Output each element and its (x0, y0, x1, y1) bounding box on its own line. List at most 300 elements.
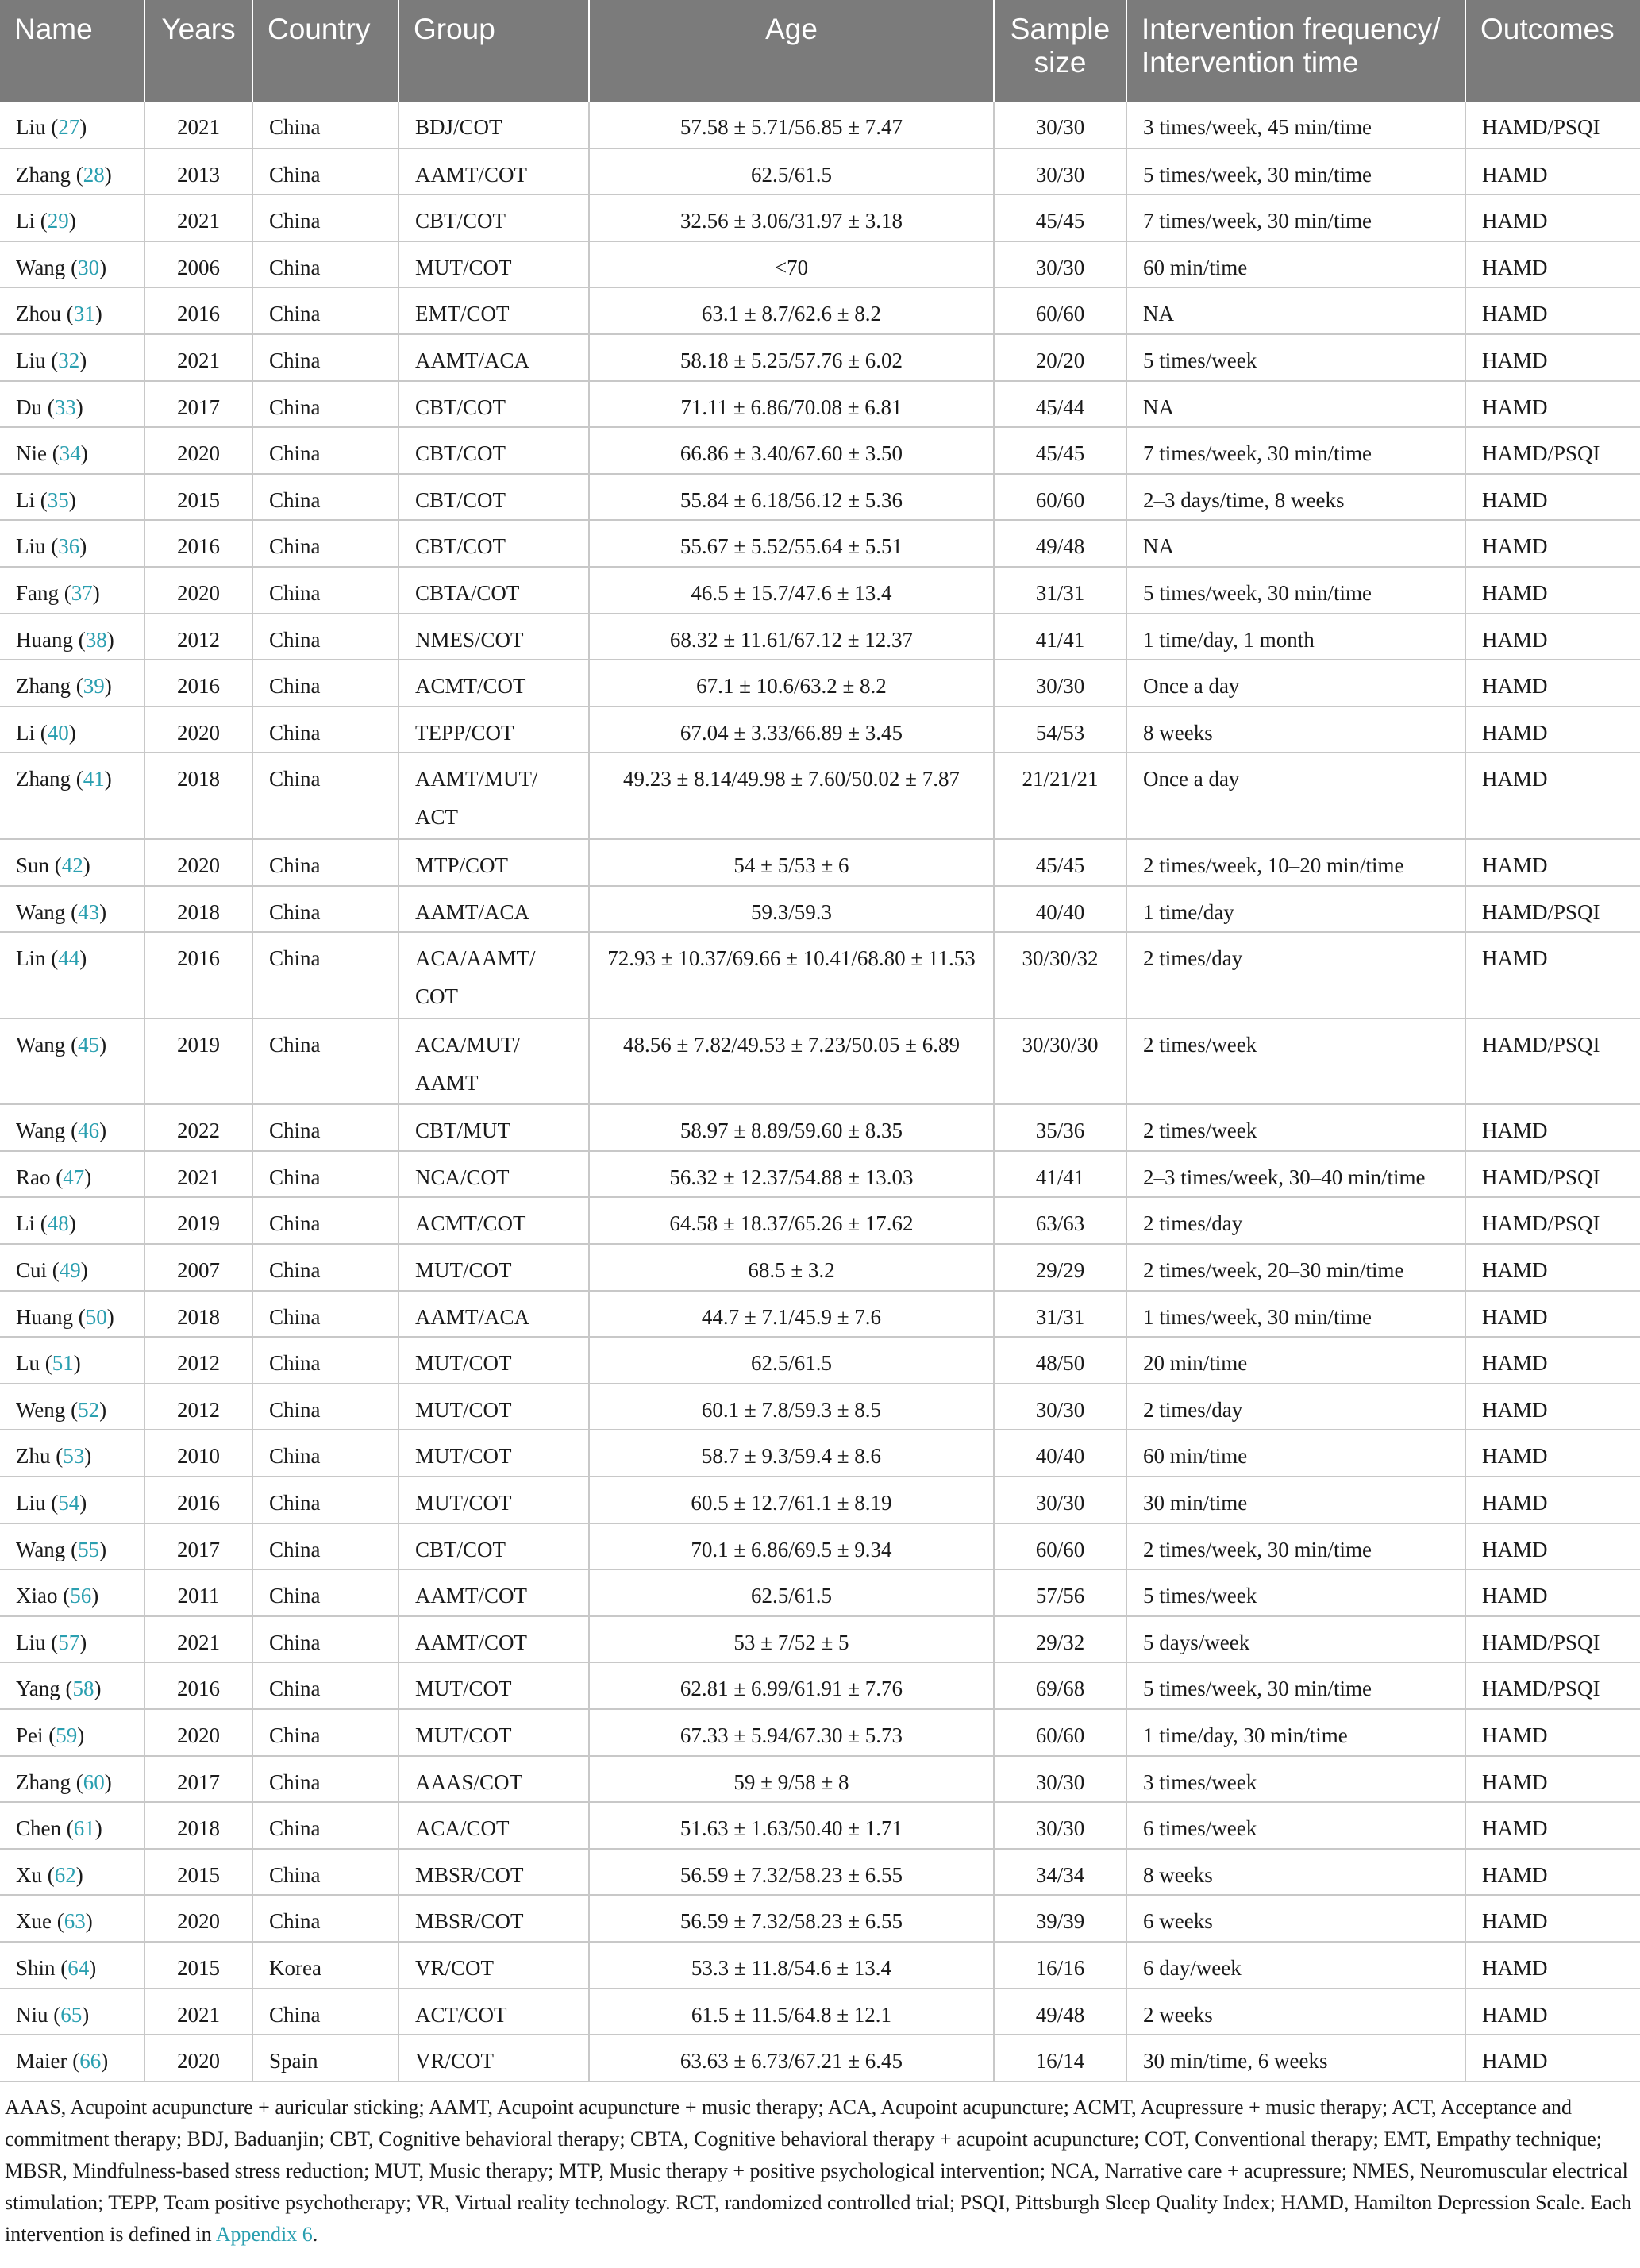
author-name: Liu (16, 1630, 46, 1654)
cell-group: AAAS/COT (398, 1756, 589, 1803)
cell-intervention: 3 times/week (1126, 1756, 1465, 1803)
cell-country: China (252, 839, 398, 886)
cell-outcomes: HAMD (1465, 1709, 1640, 1756)
cell-sample-size: 63/63 (994, 1197, 1126, 1244)
reference-link[interactable]: 40 (47, 720, 69, 745)
cell-country: China (252, 1523, 398, 1570)
cell-age: 55.67 ± 5.52/55.64 ± 5.51 (589, 520, 994, 567)
cell-country: China (252, 1989, 398, 2035)
cell-age: 57.58 ± 5.71/56.85 ± 7.47 (589, 102, 994, 148)
cell-name: Niu (65) (0, 1989, 144, 2035)
cell-intervention: 3 times/week, 45 min/time (1126, 102, 1465, 148)
appendix-link[interactable]: Appendix 6 (215, 2222, 313, 2246)
reference-link[interactable]: 60 (83, 1769, 105, 1794)
author-name: Zhang (16, 767, 71, 791)
cell-country: China (252, 427, 398, 474)
cell-group: AAMT/COT (398, 1616, 589, 1663)
reference-link[interactable]: 65 (60, 2002, 83, 2027)
cell-year: 2021 (144, 102, 252, 148)
cell-outcomes: HAMD/PSQI (1465, 1197, 1640, 1244)
cell-country: China (252, 614, 398, 660)
cell-age: 62.5/61.5 (589, 1337, 994, 1384)
cell-age: 59 ± 9/58 ± 8 (589, 1756, 994, 1803)
cell-name: Li (35) (0, 474, 144, 521)
cell-outcomes: HAMD (1465, 287, 1640, 334)
cell-year: 2011 (144, 1569, 252, 1616)
cell-name: Huang (38) (0, 614, 144, 660)
cell-age: 56.32 ± 12.37/54.88 ± 13.03 (589, 1151, 994, 1198)
author-name: Rao (16, 1165, 51, 1189)
author-name: Lin (16, 946, 46, 971)
cell-group: BDJ/COT (398, 102, 589, 148)
cell-sample-size: 16/14 (994, 2035, 1126, 2081)
table-row (0, 1384, 1640, 1430)
reference-link[interactable]: 31 (73, 302, 95, 326)
author-name: Pei (16, 1723, 44, 1747)
cell-country: China (252, 287, 398, 334)
reference-link[interactable]: 52 (78, 1397, 100, 1422)
cell-sample-size: 45/45 (994, 194, 1126, 241)
cell-age: 51.63 ± 1.63/50.40 ± 1.71 (589, 1802, 994, 1849)
cell-sample-size: 60/60 (994, 474, 1126, 521)
table-row (0, 520, 1640, 567)
cell-sample-size: 45/44 (994, 381, 1126, 428)
header-intervention: Intervention frequency/ Intervention time (1126, 0, 1465, 102)
table-row (0, 334, 1640, 381)
cell-country: China (252, 1151, 398, 1198)
reference-link[interactable]: 57 (58, 1630, 80, 1654)
cell-age: 60.1 ± 7.8/59.3 ± 8.5 (589, 1384, 994, 1430)
cell-year: 2021 (144, 1989, 252, 2035)
table-row (0, 102, 1640, 148)
cell-country: China (252, 334, 398, 381)
reference-link[interactable]: 63 (64, 1909, 86, 1934)
cell-age: 63.1 ± 8.7/62.6 ± 8.2 (589, 287, 994, 334)
author-name: Huang (16, 627, 73, 652)
cell-sample-size: 69/68 (994, 1662, 1126, 1709)
table-row (0, 660, 1640, 707)
cell-country: China (252, 1104, 398, 1151)
cell-group: AAMT/ACA (398, 334, 589, 381)
cell-age: 63.63 ± 6.73/67.21 ± 6.45 (589, 2035, 994, 2081)
reference-link[interactable]: 59 (56, 1723, 78, 1747)
table-row (0, 381, 1640, 428)
cell-intervention: 2 times/week, 10–20 min/time (1126, 839, 1465, 886)
table-row (0, 194, 1640, 241)
author-name: Du (16, 395, 42, 419)
cell-country: China (252, 1337, 398, 1384)
cell-sample-size: 41/41 (994, 1151, 1126, 1198)
reference-link[interactable]: 51 (52, 1351, 74, 1376)
cell-country: Korea (252, 1942, 398, 1989)
cell-country: China (252, 381, 398, 428)
cell-year: 2018 (144, 1291, 252, 1338)
table-row (0, 1989, 1640, 2035)
reference-link[interactable]: 32 (58, 348, 80, 372)
reference-link[interactable]: 53 (63, 1444, 85, 1469)
cell-intervention: Once a day (1126, 660, 1465, 707)
cell-sample-size: 30/30 (994, 1384, 1126, 1430)
cell-name: Liu (54) (0, 1477, 144, 1523)
cell-year: 2016 (144, 932, 252, 1018)
cell-outcomes: HAMD (1465, 520, 1640, 567)
reference-link[interactable]: 30 (78, 255, 100, 279)
cell-name: Pei (59) (0, 1709, 144, 1756)
cell-name: Xue (63) (0, 1895, 144, 1942)
reference-link[interactable]: 48 (47, 1211, 69, 1236)
cell-age: 62.5/61.5 (589, 1569, 994, 1616)
cell-intervention: 2–3 days/time, 8 weeks (1126, 474, 1465, 521)
cell-group: MUT/COT (398, 1430, 589, 1477)
author-name: Nie (16, 441, 47, 466)
cell-outcomes: HAMD (1465, 567, 1640, 614)
cell-name: Du (33) (0, 381, 144, 428)
author-name: Wang (16, 255, 66, 279)
cell-country: China (252, 567, 398, 614)
cell-intervention: 5 times/week, 30 min/time (1126, 1662, 1465, 1709)
cell-name: Chen (61) (0, 1802, 144, 1849)
reference-link[interactable]: 27 (58, 115, 80, 139)
cell-group: NMES/COT (398, 614, 589, 660)
table-row (0, 932, 1640, 1018)
table-row (0, 474, 1640, 521)
cell-name: Cui (49) (0, 1244, 144, 1291)
cell-age: 71.11 ± 6.86/70.08 ± 6.81 (589, 381, 994, 428)
table-row (0, 1151, 1640, 1198)
reference-link[interactable]: 35 (47, 487, 69, 512)
cell-sample-size: 30/30 (994, 1477, 1126, 1523)
table-footnote (0, 2082, 1640, 2251)
table-row (0, 287, 1640, 334)
header-age: Age (589, 0, 994, 102)
cell-sample-size: 30/30 (994, 102, 1126, 148)
cell-country: China (252, 1197, 398, 1244)
cell-age: 61.5 ± 11.5/64.8 ± 12.1 (589, 1989, 994, 2035)
reference-link[interactable]: 42 (61, 853, 83, 877)
cell-age: 67.33 ± 5.94/67.30 ± 5.73 (589, 1709, 994, 1756)
reference-link[interactable]: 46 (78, 1119, 100, 1143)
cell-country: China (252, 1756, 398, 1803)
table-row (0, 886, 1640, 933)
author-name: Lu (16, 1351, 40, 1376)
cell-outcomes: HAMD (1465, 1430, 1640, 1477)
cell-outcomes: HAMD (1465, 1895, 1640, 1942)
table-row (0, 1802, 1640, 1849)
reference-link[interactable]: 39 (83, 674, 105, 699)
cell-group: ACMT/COT (398, 1197, 589, 1244)
cell-age: 56.59 ± 7.32/58.23 ± 6.55 (589, 1895, 994, 1942)
cell-country: China (252, 753, 398, 839)
cell-year: 2021 (144, 1151, 252, 1198)
cell-outcomes: HAMD (1465, 1244, 1640, 1291)
author-name: Wang (16, 1119, 66, 1143)
cell-country: China (252, 520, 398, 567)
cell-year: 2020 (144, 707, 252, 753)
reference-link[interactable]: 45 (78, 1032, 100, 1057)
reference-link[interactable]: 38 (85, 627, 107, 652)
author-name: Li (16, 1211, 35, 1236)
cell-outcomes: HAMD (1465, 1802, 1640, 1849)
cell-year: 2015 (144, 1849, 252, 1896)
author-name: Weng (16, 1397, 66, 1422)
cell-year: 2020 (144, 2035, 252, 2081)
cell-name: Liu (36) (0, 520, 144, 567)
table-row (0, 148, 1640, 195)
cell-sample-size: 40/40 (994, 886, 1126, 933)
cell-group: MUT/COT (398, 1244, 589, 1291)
header-sample-size: Sample size (994, 0, 1126, 102)
author-name: Huang (16, 1304, 73, 1329)
table-row (0, 567, 1640, 614)
cell-name: Fang (37) (0, 567, 144, 614)
cell-name: Li (40) (0, 707, 144, 753)
cell-intervention: NA (1126, 520, 1465, 567)
cell-intervention: 6 weeks (1126, 1895, 1465, 1942)
table-row (0, 1942, 1640, 1989)
cell-sample-size: 31/31 (994, 1291, 1126, 1338)
cell-sample-size: 49/48 (994, 1989, 1126, 2035)
reference-link[interactable]: 36 (58, 534, 80, 559)
cell-age: 58.18 ± 5.25/57.76 ± 6.02 (589, 334, 994, 381)
cell-year: 2022 (144, 1104, 252, 1151)
cell-name: Shin (64) (0, 1942, 144, 1989)
cell-age: 53 ± 7/52 ± 5 (589, 1616, 994, 1663)
cell-intervention: 60 min/time (1126, 1430, 1465, 1477)
table-row (0, 427, 1640, 474)
cell-age: 58.97 ± 8.89/59.60 ± 8.35 (589, 1104, 994, 1151)
table-row (0, 614, 1640, 660)
cell-age: 58.7 ± 9.3/59.4 ± 8.6 (589, 1430, 994, 1477)
reference-link[interactable]: 56 (70, 1584, 92, 1608)
cell-outcomes: HAMD (1465, 660, 1640, 707)
cell-year: 2017 (144, 1756, 252, 1803)
cell-outcomes: HAMD (1465, 1337, 1640, 1384)
author-name: Maier (16, 2049, 67, 2074)
cell-sample-size: 30/30 (994, 1802, 1126, 1849)
cell-name: Zhang (60) (0, 1756, 144, 1803)
cell-group: MUT/COT (398, 1709, 589, 1756)
cell-sample-size: 30/30 (994, 241, 1126, 288)
cell-country: China (252, 707, 398, 753)
header-outcomes: Outcomes (1465, 0, 1640, 102)
cell-year: 2015 (144, 1942, 252, 1989)
author-name: Liu (16, 348, 46, 372)
reference-link[interactable]: 29 (47, 209, 69, 233)
cell-sample-size: 40/40 (994, 1430, 1126, 1477)
cell-sample-size: 60/60 (994, 1523, 1126, 1570)
table-body (0, 102, 1640, 2081)
table-row (0, 1018, 1640, 1105)
cell-name: Lin (44) (0, 932, 144, 1018)
cell-intervention: 7 times/week, 30 min/time (1126, 427, 1465, 474)
cell-name: Liu (27) (0, 102, 144, 148)
cell-name: Wang (55) (0, 1523, 144, 1570)
cell-group: ACT/COT (398, 1989, 589, 2035)
reference-link[interactable]: 54 (58, 1491, 80, 1515)
cell-intervention: 2 times/week, 20–30 min/time (1126, 1244, 1465, 1291)
reference-link[interactable]: 34 (59, 441, 81, 466)
cell-outcomes: HAMD (1465, 839, 1640, 886)
cell-country: China (252, 1018, 398, 1105)
cell-sample-size: 31/31 (994, 567, 1126, 614)
cell-year: 2018 (144, 886, 252, 933)
cell-outcomes: HAMD (1465, 614, 1640, 660)
author-name: Fang (16, 580, 59, 605)
cell-intervention: 2 weeks (1126, 1989, 1465, 2035)
cell-year: 2016 (144, 660, 252, 707)
header-country: Country (252, 0, 398, 102)
reference-link[interactable]: 50 (85, 1304, 107, 1329)
reference-link[interactable]: 49 (59, 1258, 81, 1283)
cell-country: China (252, 194, 398, 241)
cell-intervention: 6 day/week (1126, 1942, 1465, 1989)
reference-link[interactable]: 47 (63, 1165, 85, 1189)
cell-age: 44.7 ± 7.1/45.9 ± 7.6 (589, 1291, 994, 1338)
reference-link[interactable]: 28 (83, 162, 105, 187)
cell-outcomes: HAMD/PSQI (1465, 1151, 1640, 1198)
cell-group: CBT/MUT (398, 1104, 589, 1151)
cell-sample-size: 48/50 (994, 1337, 1126, 1384)
author-name: Chen (16, 1816, 61, 1841)
cell-year: 2020 (144, 427, 252, 474)
cell-intervention: 30 min/time, 6 weeks (1126, 2035, 1465, 2081)
author-name: Li (16, 487, 35, 512)
cell-name: Wang (45) (0, 1018, 144, 1105)
cell-intervention: 30 min/time (1126, 1477, 1465, 1523)
cell-group: VR/COT (398, 1942, 589, 1989)
cell-group: MUT/COT (398, 241, 589, 288)
cell-age: 60.5 ± 12.7/61.1 ± 8.19 (589, 1477, 994, 1523)
footnote-end: . (312, 2222, 318, 2246)
author-name: Zhou (16, 302, 61, 326)
cell-sample-size: 29/29 (994, 1244, 1126, 1291)
cell-name: Rao (47) (0, 1151, 144, 1198)
cell-sample-size: 49/48 (994, 520, 1126, 567)
table-row (0, 1756, 1640, 1803)
cell-intervention: 2 times/week (1126, 1104, 1465, 1151)
cell-intervention: 2–3 times/week, 30–40 min/time (1126, 1151, 1465, 1198)
table-row (0, 1849, 1640, 1896)
cell-intervention: 2 times/day (1126, 932, 1465, 1018)
table-row (0, 1569, 1640, 1616)
cell-year: 2020 (144, 1895, 252, 1942)
footnote-text: AAAS, Acupoint acupuncture + auricular sticking; AAMT, Acupoint acupuncture + music therapy; ACA, Acupoint acupuncture; ACMT, Acupressure + music therapy; ACT, Acceptance and commitment therapy; BDJ, Baduanjin; CBT, Cognitive behavioral therapy; CBTA, Cognitive behavioral therapy + acupoint acupuncture; COT, Conventional therapy; EMT, Empathy technique; MBSR, Mindfulness-based stress reduction; MUT, Music therapy; MTP, Music therapy + positive psychological intervention; NCA, Narrative care + acupressure; NMES, Neuromuscular electrical stimulation; TEPP, Team positive psychotherapy; VR, Virtual reality technology. RCT, randomized controlled trial; PSQI, Pittsburgh Sleep Quality Index; HAMD, Hamilton Depression Scale. Each intervention is defined in (5, 2095, 1632, 2246)
cell-age: 66.86 ± 3.40/67.60 ± 3.50 (589, 427, 994, 474)
cell-intervention: 1 time/day (1126, 886, 1465, 933)
cell-intervention: Once a day (1126, 753, 1465, 839)
cell-age: 68.32 ± 11.61/67.12 ± 12.37 (589, 614, 994, 660)
cell-group: TEPP/COT (398, 707, 589, 753)
cell-intervention: 5 times/week, 30 min/time (1126, 148, 1465, 195)
cell-age: 70.1 ± 6.86/69.5 ± 9.34 (589, 1523, 994, 1570)
cell-outcomes: HAMD/PSQI (1465, 1616, 1640, 1663)
reference-link[interactable]: 62 (54, 1862, 76, 1887)
cell-year: 2010 (144, 1430, 252, 1477)
reference-link[interactable]: 58 (72, 1677, 94, 1701)
cell-intervention: 5 days/week (1126, 1616, 1465, 1663)
author-name: Wang (16, 899, 66, 924)
cell-outcomes: HAMD (1465, 1989, 1640, 2035)
cell-age: 72.93 ± 10.37/69.66 ± 10.41/68.80 ± 11.53 (589, 932, 994, 1018)
reference-link[interactable]: 55 (78, 1537, 100, 1561)
cell-name: Wang (30) (0, 241, 144, 288)
cell-country: China (252, 1384, 398, 1430)
cell-outcomes: HAMD (1465, 1104, 1640, 1151)
table-row (0, 1197, 1640, 1244)
cell-age: 59.3/59.3 (589, 886, 994, 933)
reference-link[interactable]: 44 (58, 946, 80, 971)
cell-sample-size: 30/30 (994, 660, 1126, 707)
cell-name: Zhang (41) (0, 753, 144, 839)
table-row (0, 839, 1640, 886)
author-name: Xue (16, 1909, 52, 1934)
cell-outcomes: HAMD/PSQI (1465, 102, 1640, 148)
cell-age: 67.1 ± 10.6/63.2 ± 8.2 (589, 660, 994, 707)
cell-country: China (252, 1709, 398, 1756)
cell-name: Zhu (53) (0, 1430, 144, 1477)
cell-intervention: 2 times/day (1126, 1197, 1465, 1244)
author-name: Liu (16, 1491, 46, 1515)
cell-group: AAMT/ACA (398, 886, 589, 933)
reference-link[interactable]: 66 (79, 2049, 102, 2074)
cell-name: Zhou (31) (0, 287, 144, 334)
cell-outcomes: HAMD (1465, 753, 1640, 839)
cell-year: 2007 (144, 1244, 252, 1291)
cell-intervention: 5 times/week, 30 min/time (1126, 567, 1465, 614)
cell-group: NCA/COT (398, 1151, 589, 1198)
cell-outcomes: HAMD (1465, 1384, 1640, 1430)
cell-group: CBT/COT (398, 520, 589, 567)
table-row (0, 1291, 1640, 1338)
reference-link[interactable]: 33 (54, 395, 76, 419)
cell-outcomes: HAMD (1465, 241, 1640, 288)
cell-sample-size: 30/30/32 (994, 932, 1126, 1018)
cell-country: China (252, 1569, 398, 1616)
cell-country: China (252, 241, 398, 288)
reference-link[interactable]: 64 (67, 1955, 90, 1980)
cell-year: 2020 (144, 839, 252, 886)
author-name: Cui (16, 1258, 48, 1283)
cell-age: 32.56 ± 3.06/31.97 ± 3.18 (589, 194, 994, 241)
reference-link[interactable]: 61 (73, 1816, 95, 1841)
cell-sample-size: 30/30/30 (994, 1018, 1126, 1105)
cell-name: Liu (32) (0, 334, 144, 381)
cell-intervention: NA (1126, 287, 1465, 334)
reference-link[interactable]: 41 (83, 767, 105, 791)
cell-group: ACA/MUT/ AAMT (398, 1018, 589, 1105)
cell-name: Yang (58) (0, 1662, 144, 1709)
cell-country: China (252, 932, 398, 1018)
cell-intervention: 7 times/week, 30 min/time (1126, 194, 1465, 241)
reference-link[interactable]: 37 (71, 580, 93, 605)
cell-group: MUT/COT (398, 1337, 589, 1384)
cell-outcomes: HAMD (1465, 194, 1640, 241)
cell-year: 2016 (144, 287, 252, 334)
cell-intervention: 2 times/week, 30 min/time (1126, 1523, 1465, 1570)
cell-year: 2020 (144, 567, 252, 614)
cell-country: China (252, 1477, 398, 1523)
cell-age: <70 (589, 241, 994, 288)
cell-age: 56.59 ± 7.32/58.23 ± 6.55 (589, 1849, 994, 1896)
cell-intervention: 1 times/week, 30 min/time (1126, 1291, 1465, 1338)
cell-country: China (252, 1616, 398, 1663)
reference-link[interactable]: 43 (78, 899, 100, 924)
author-name: Zhang (16, 1769, 71, 1794)
cell-group: VR/COT (398, 2035, 589, 2081)
cell-country: China (252, 148, 398, 195)
table-row (0, 1430, 1640, 1477)
cell-age: 67.04 ± 3.33/66.89 ± 3.45 (589, 707, 994, 753)
